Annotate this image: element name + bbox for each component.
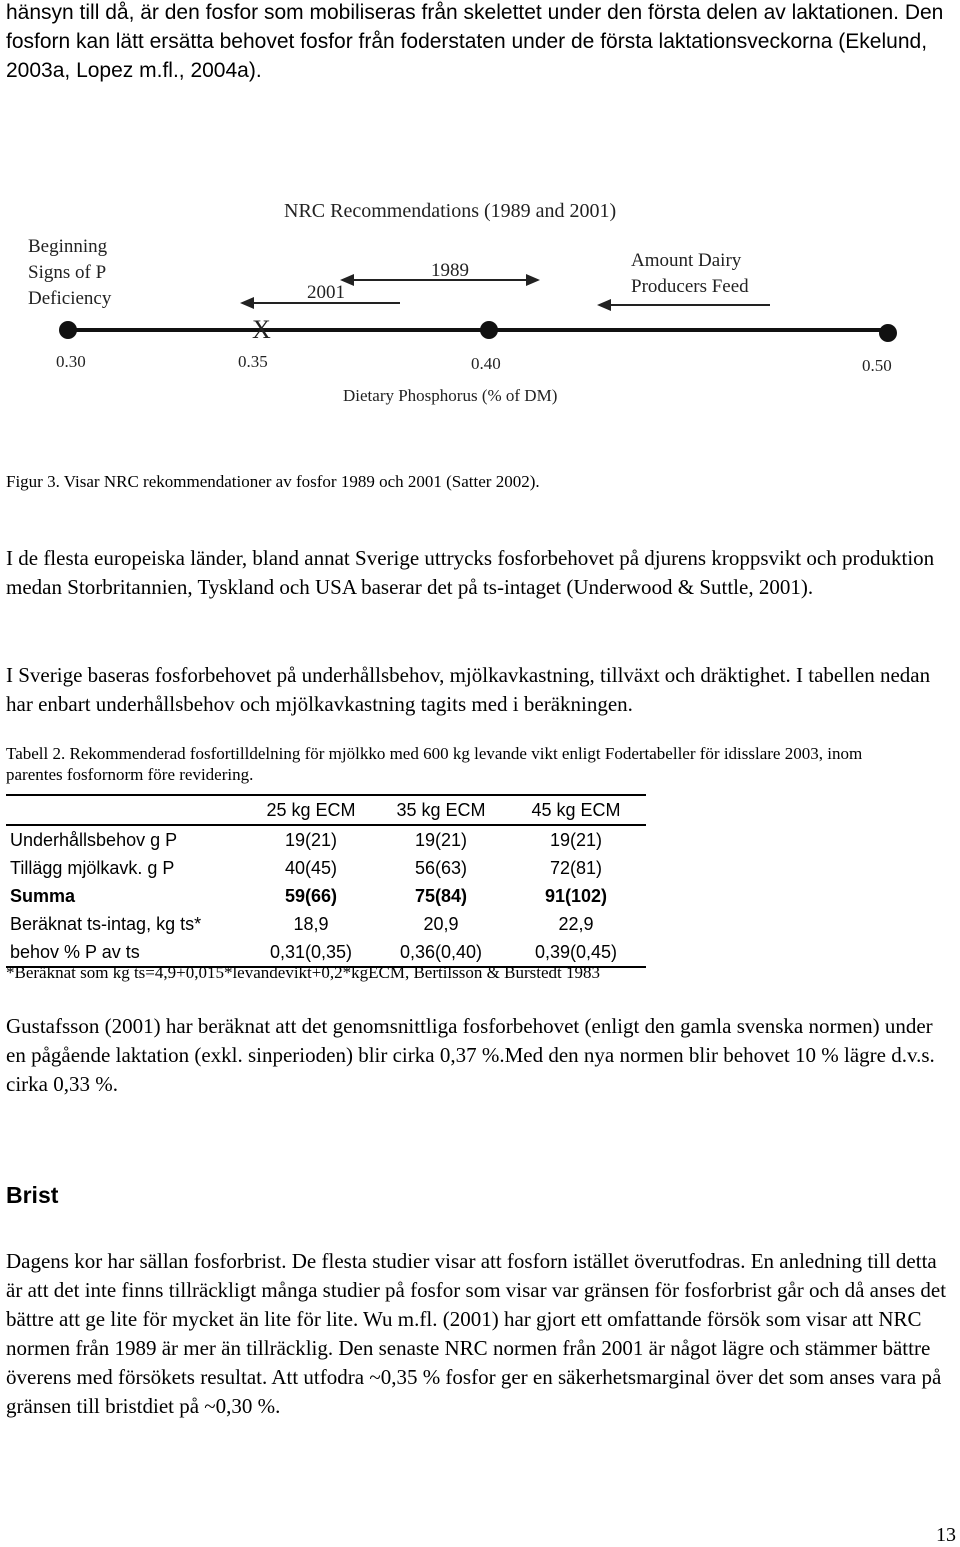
table-cell: 75(84)	[414, 885, 468, 906]
table-row-total	[6, 882, 646, 910]
table-cell: 59(66)	[284, 885, 338, 906]
table-row	[6, 910, 646, 938]
table-footnote: *Beräknat som kg ts=4,9+0,015*levandevikt+0,2*kgECM, Bertilsson & Burstedt 1983	[6, 963, 600, 982]
table-header-row	[6, 795, 646, 825]
tick-030: 0.30	[56, 352, 86, 371]
table-cell: 22,9	[558, 913, 594, 934]
table-cell: behov % P av ts	[6, 938, 246, 967]
table-caption: Tabell 2. Rekommenderad fosfortilldelning för mjölkko med 600 kg levande vikt enligt Fodertabeller för idisslare 2003, inom parentes fosfornorm före revidering.	[6, 744, 863, 784]
right-label-line1: Amount Dairy	[631, 250, 742, 271]
table-header-25: 25 kg ECM	[266, 799, 356, 820]
axis-label: Dietary Phosphorus (% of DM)	[343, 386, 558, 405]
tick-035: 0.35	[238, 352, 268, 371]
table-row	[6, 854, 646, 882]
figure-caption: Figur 3. Visar NRC rekommendationer av fosfor 1989 och 2001 (Satter 2002).	[6, 472, 540, 491]
table-cell: 40(45)	[284, 857, 338, 878]
table-header-45: 45 kg ECM	[531, 799, 621, 820]
table-cell: 19(21)	[376, 825, 506, 854]
arrow-dairy-feed	[597, 299, 770, 311]
point-050	[879, 324, 897, 342]
figure-title: NRC Recommendations (1989 and 2001)	[284, 200, 617, 222]
table-cell: Underhållsbehov g P	[6, 825, 246, 854]
left-label-line2: Signs of P	[28, 262, 107, 283]
tick-040: 0.40	[471, 354, 501, 373]
paragraph-europe: I de flesta europeiska länder, bland annat Sverige uttrycks fosforbehovet på djurens kroppsvikt och produktion medan Storbritannien, Tyskland och USA baserar det på ts-intaget (Underwood & Suttle, 2001).	[6, 546, 935, 599]
table-cell: 19(21)	[506, 825, 646, 854]
intro-paragraph: hänsyn till då, är den fosfor som mobiliseras från skelettet under den första delen av laktationen. Den fosforn kan lätt ersätta behovet fosfor från foderstaten under de första laktationsveckorna (Ekelund, 2003a, Lopez m.fl., 2004a).	[6, 1, 944, 82]
table-cell: Tillägg mjölkavk. g P	[10, 857, 175, 878]
left-label-line3: Deficiency	[28, 288, 112, 309]
table-cell: Summa	[10, 885, 76, 906]
table-cell: 19(21)	[246, 825, 376, 854]
table-cell: 72(81)	[549, 857, 603, 878]
page-number: 13	[936, 1524, 956, 1546]
phosphorus-table	[6, 794, 646, 968]
x-marker-035: X	[252, 315, 271, 344]
paragraph-sweden: I Sverige baseras fosforbehovet på underhållsbehov, mjölkavkastning, tillväxt och dräktighet. I tabellen nedan har enbart underhållsbehov och mjölkavkastning tagits med i beräkningen.	[6, 663, 931, 716]
paragraph-gustafsson: Gustafsson (2001) har beräknat att det genomsnittliga fosforbehovet (enligt den gamla svenska normen) under en pågående laktation (exkl. sinperioden) blir cirka 0,37 %.Med den nya normen blir behovet 10 % lägre d.v.s. cirka 0,33 %.	[6, 1014, 935, 1096]
paragraph-brist: Dagens kor har sällan fosforbrist. De flesta studier visar att fosforn istället överutfodras. En anledning till detta är att det inte finns tillräckligt många studier på fosfor som visar var gränsen för fosforbrist går och då anses det bättre att ge lite för mycket än lite för lite. Wu m.fl. (2001) har gjort ett omfattande försök som visar att NRC normen från 1989 är mer än tillräcklig. Den senaste NRC normen från 2001 är något lägre och stämmer bättre överens med försökets resultat. Att utfodra ~0,35 % fosfor ger en säkerhetsmarginal över det som anses vara på gränsen till bristdiet på ~0,30 %.	[6, 1249, 947, 1418]
tick-050: 0.50	[862, 356, 892, 375]
table-cell: 18,9	[293, 913, 329, 934]
table-header-empty	[6, 795, 246, 825]
point-040	[480, 321, 498, 339]
table-cell: 0,36(0,40)	[376, 938, 506, 967]
label-2001: 2001	[307, 282, 345, 303]
table-cell: 20,9	[423, 913, 459, 934]
table-cell: 0,39(0,45)	[506, 938, 646, 967]
table-cell: 91(102)	[544, 885, 608, 906]
left-label-line1: Beginning	[28, 236, 108, 257]
nrc-phosphorus-figure	[0, 170, 960, 420]
table-cell: Beräknat ts-intag, kg ts*	[10, 913, 202, 934]
table-cell: 0,31(0,35)	[246, 938, 376, 967]
right-label-line2: Producers Feed	[631, 276, 749, 297]
point-030	[59, 321, 77, 339]
table-header-35: 35 kg ECM	[396, 799, 486, 820]
label-1989: 1989	[431, 260, 469, 281]
table-row	[6, 825, 646, 854]
section-heading-brist: Brist	[6, 1182, 59, 1208]
table-cell: 56(63)	[414, 857, 468, 878]
